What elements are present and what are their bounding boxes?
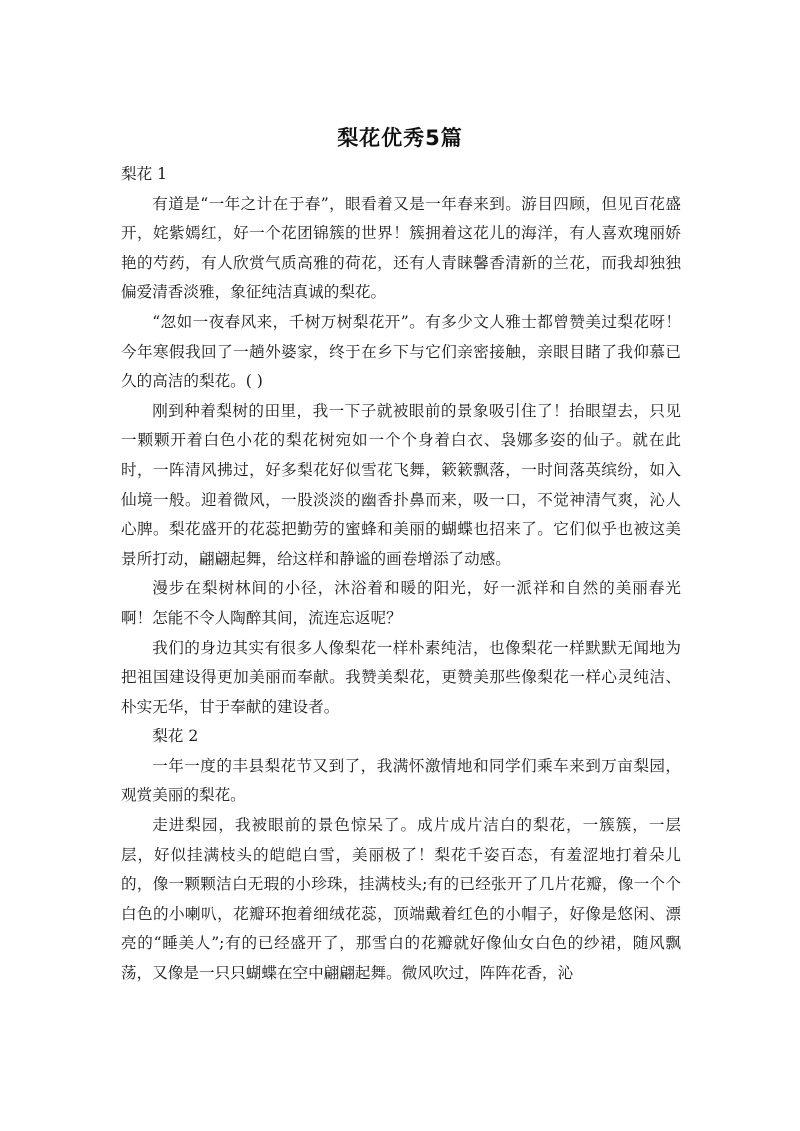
paragraph: 我们的身边其实有很多人像梨花一样朴素纯洁，也像梨花一样默默无闻地为把祖国建设得更加美丽而奉献。我赞美梨花，更赞美那些像梨花一样心灵纯洁、朴实无华，甘于奉献的建设者。 bbox=[121, 638, 681, 716]
section-heading-2: 梨花 2 bbox=[152, 727, 199, 746]
paragraph: 走进梨园，我被眼前的景色惊呆了。成片成片洁白的梨花，一簇簇，一层层，好似挂满枝头的皑皑白雪，美丽极了！梨花千姿百态，有羞涩地打着朵儿的，像一颗颗洁白无瑕的小珍珠，挂满枝头;有的已经张开了几片花瓣，像一个个白色的小喇叭，花瓣环抱着细绒花蕊，顶端戴着红色的小帽子，好像是悠闲、漂亮的“睡美人”;有的已经盛开了，那雪白的花瓣就好像仙女白色的纱裙，随风飘荡，又像是一只只蝴蝶在空中翩翩起舞。微风吹过，阵阵花香，沁 bbox=[121, 816, 681, 983]
section-heading-1: 梨花 1 bbox=[121, 165, 168, 183]
paragraph: 漫步在梨树林间的小径，沐浴着和暖的阳光，好一派祥和自然的美丽春光啊！怎能不令人陶醉其间，流连忘返呢？ bbox=[121, 579, 681, 627]
paragraph: 刚到种着梨树的田里，我一下子就被眼前的景象吸引住了！抬眼望去，只见一颗颗开着白色小花的梨花树宛如一个个身着白衣、袅娜多姿的仙子。就在此时，一阵清风拂过，好多梨花好似雪花飞舞，簌簌飘落，一时间落英缤纷，如入仙境一般。迎着微风，一股淡淡的幽香扑鼻而来，吸一口，不觉神清气爽，沁人心脾。梨花盛开的花蕊把勤劳的蜜蜂和美丽的蝴蝶也招来了。它们似乎也被这美景所打动，翩翩起舞，给这样和静谧的画卷增添了动感。 bbox=[121, 401, 681, 568]
document-title: 梨花优秀5篇 bbox=[337, 126, 463, 150]
paragraph: 一年一度的丰县梨花节又到了，我满怀激情地和同学们乘车来到万亩梨园，观赏美丽的梨花。 bbox=[121, 756, 681, 805]
paragraph: 有道是“一年之计在于春”，眼看着又是一年春来到。游目四顾，但见百花盛开，姹紫嫣红，好一个花团锦簇的世界！簇拥着这花儿的海洋，有人喜欢瑰丽娇艳的芍药，有人欣赏气质高雅的荷花，还有人青睐馨香清新的兰花，而我却独独偏爱清香淡雅，象征纯洁真诚的梨花。 bbox=[121, 194, 681, 302]
paragraph: “忽如一夜春风来，千树万树梨花开”。有多少文人雅士都曾赞美过梨花呀！今年寒假我回了一趟外婆家，终于在乡下与它们亲密接触，亲眼目睹了我仰慕已久的高洁的梨花。( ) bbox=[121, 312, 681, 391]
document-body bbox=[121, 160, 681, 989]
